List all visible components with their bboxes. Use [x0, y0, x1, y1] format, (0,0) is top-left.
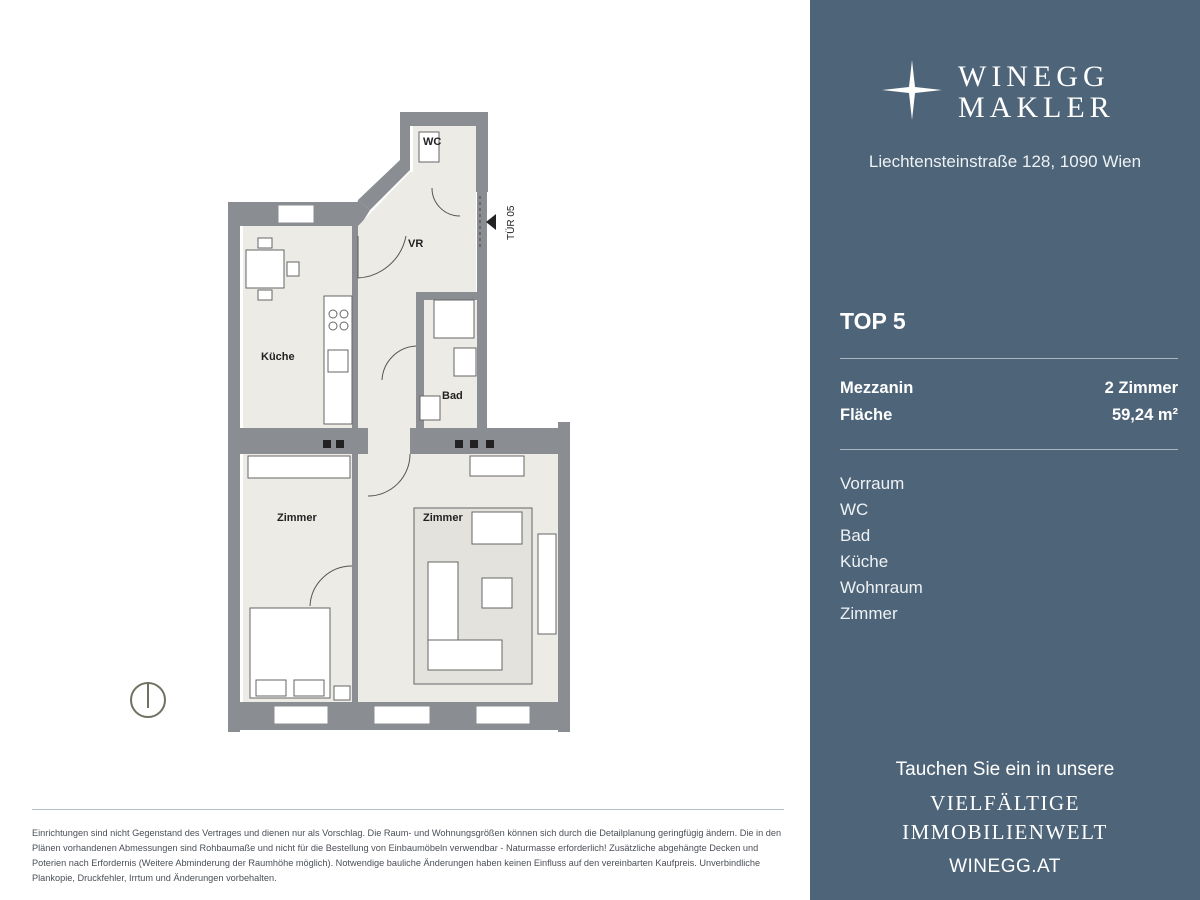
- label-bad: Bad: [442, 390, 463, 402]
- entrance-arrow-icon: [486, 214, 496, 230]
- area-label: Fläche: [840, 406, 893, 424]
- property-address: Liechtensteinstraße 128, 1090 Wien: [868, 152, 1142, 171]
- room-list: [840, 471, 923, 627]
- disclaimer-text: Einrichtungen sind nicht Gegenstand des Vertrages und dienen nur als Vorschlag. Die Raum- und Wohnungsgrößen können sich durch die Detailplanung geringfügig ändern. Die in den Plänen vorhandenen Abmessungen sind Rohbaumaße und nicht für die Bestellung von Einbaumöbeln verwendbar - Naturmasse erforderlich! Zusätzliche abgehängte Decken und Poterien nach Erfordernis (Weitere Abminderung der Raumhöhe möglich). Notwendige bauliche Änderungen haben keinen Einfluss auf den vereinbarten Kaufpreis. Unverbindliche Plankopie, Druckfehler, Irrtum und Änderungen vorbehalten.: [32, 828, 782, 883]
- four-point-star-icon: [880, 58, 944, 122]
- north-compass-icon: [128, 680, 168, 720]
- tagline-serif-line-1: VIELFÄLTIGE: [930, 791, 1080, 815]
- disclaimer-divider: [32, 809, 784, 810]
- area-value: 59,24 m²: [1111, 406, 1178, 424]
- info-panel: [810, 0, 1200, 900]
- divider: [840, 449, 1178, 450]
- list-item: WC: [840, 500, 869, 519]
- doorway: [368, 428, 410, 454]
- tagline-serif-line-2: IMMOBILIENWELT: [902, 820, 1108, 844]
- list-item: Vorraum: [840, 474, 905, 493]
- list-item: Küche: [840, 552, 889, 571]
- label-vr: VR: [408, 238, 424, 250]
- area-row: [840, 406, 1178, 425]
- list-item: Wohnraum: [840, 578, 923, 597]
- logo-line-2: MAKLER: [958, 91, 1115, 124]
- label-door: TÜR 05: [506, 205, 517, 240]
- list-item: Bad: [840, 526, 871, 545]
- unit-title: TOP 5: [840, 308, 906, 334]
- floor-label: Mezzanin: [840, 379, 914, 397]
- tagline: Tauchen Sie ein in unsere: [895, 759, 1115, 780]
- tagline-serif: [810, 789, 1200, 847]
- floor-row: [840, 379, 1178, 398]
- website-link[interactable]: WINEGG.AT: [949, 856, 1061, 877]
- list-item: Zimmer: [840, 604, 898, 623]
- rooms-count: 2 Zimmer: [1104, 379, 1178, 397]
- label-zimmer-left: Zimmer: [277, 512, 317, 524]
- label-zimmer-right: Zimmer: [423, 512, 463, 524]
- label-wc: WC: [423, 136, 442, 148]
- divider: [840, 358, 1178, 359]
- company-logo: [880, 58, 1140, 128]
- logo-line-1: WINEGG: [958, 60, 1110, 93]
- logo-wordmark: [958, 61, 1115, 123]
- label-kueche: Küche: [261, 351, 295, 363]
